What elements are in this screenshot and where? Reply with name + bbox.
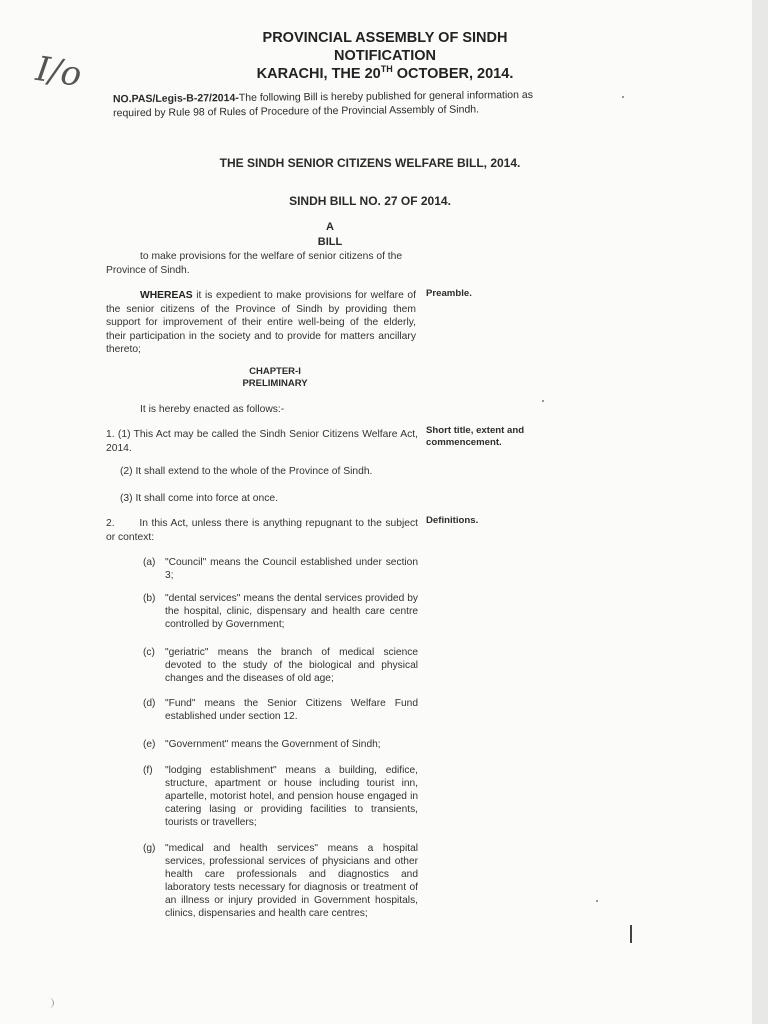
notification-heading: NOTIFICATION xyxy=(333,48,437,64)
section-1-1: 1. (1) This Act may be called the Sindh Senior Citizens Welfare Act, 2014. xyxy=(106,429,418,454)
notification-text: NO.PAS/Legis-B-27/2014-The following Bill is hereby published for general information as required by Rule 98 of Rules of Procedure of the Provincial Assembly of Sindh. xyxy=(112,88,534,120)
definition-a: (a) "Council" means the Council established under section 3; xyxy=(143,557,418,581)
chapter-number: CHAPTER-I xyxy=(249,366,301,377)
bill-number: SINDH BILL NO. 27 OF 2014. xyxy=(289,194,451,208)
bill-title: THE SINDH SENIOR CITIZENS WELFARE BILL, 2014. xyxy=(219,156,521,170)
definition-e: (e) "Government" means the Government of Sindh; xyxy=(143,739,381,750)
definition-d: (d) "Fund" means the Senior Citizens Welfare Fund established under section 12. xyxy=(143,698,418,722)
scan-speck xyxy=(596,900,598,902)
definition-b: (b) "dental services" means the dental services provided by the hospital, clinic, dispensary and health care centre controlled by Government; xyxy=(143,593,418,630)
preamble-text: WHEREAS it is expedient to make provisions for welfare of the senior citizens of the Province of Sindh by providing them support for improvement of their entire well-being of the elderly, their participation in the society and to provide for matters ancillary thereto; xyxy=(106,290,416,355)
margin-short-title: Short title, extent and commencement. xyxy=(426,425,525,448)
scan-speck xyxy=(622,96,624,98)
notification-ref: NO.PAS/Legis-B-27/2014- xyxy=(112,91,239,106)
definition-f: (f) "lodging establishment" means a building, edifice, structure, apartment or house including tourist inn, apartelle, motorist hotel, and pension house engaged in catering lasing or providing facilities to transients, tourists or travellers; xyxy=(143,765,418,828)
section-2-intro: 2. In this Act, unless there is anything repugnant to the subject or context: xyxy=(106,518,421,543)
section-1-2: (2) It shall extend to the whole of the Province of Sindh. xyxy=(120,466,373,477)
bill-word: BILL xyxy=(317,236,343,248)
date-heading: KARACHI, THE 20TH OCTOBER, 2014. xyxy=(256,64,514,82)
chapter-title: PRELIMINARY xyxy=(242,378,308,389)
scan-mark xyxy=(47,998,54,1008)
definition-c: (c) "geriatric" means the branch of medical science devoted to the study of the biological and physical changes and the diseases of old age; xyxy=(143,647,418,684)
enacting-clause: It is hereby enacted as follows:- xyxy=(140,404,285,415)
scan-edge xyxy=(752,0,768,1024)
margin-preamble: Preamble. xyxy=(426,288,472,299)
bill-a: A xyxy=(326,221,334,233)
section-1-3: (3) It shall come into force at once. xyxy=(120,493,278,504)
scan-line xyxy=(630,925,632,943)
definition-g: (g) "medical and health services" means a hospital services, professional services of physicians and other health care professionals and diagnostics and laboratory tests necessary for diagnosis or treatment of an illness or injury provided in Government hospitals, clinics, dispensaries and health care centres; xyxy=(143,843,418,919)
margin-definitions: Definitions. xyxy=(426,515,479,526)
handwritten-mark: I/o xyxy=(33,49,84,95)
bill-purpose: to make provisions for the welfare of senior citizens of the Province of Sindh. xyxy=(106,251,403,276)
assembly-heading: PROVINCIAL ASSEMBLY OF SINDH xyxy=(262,30,508,46)
scan-speck xyxy=(542,400,544,402)
